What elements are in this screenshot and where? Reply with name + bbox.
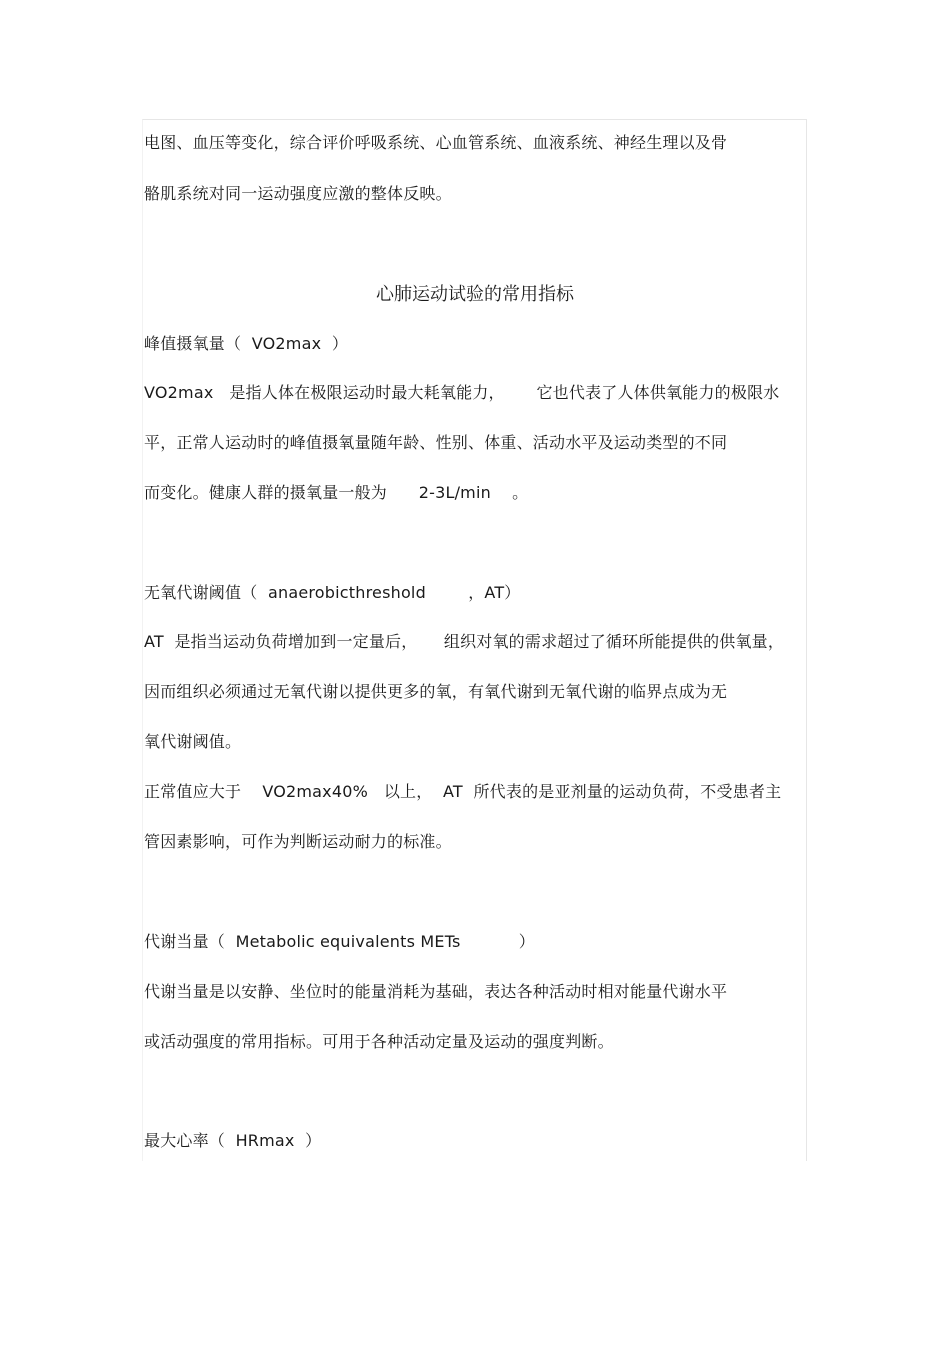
vo2max-body-line-3: 而变化。健康人群的摄氧量一般为 2-3L/min 。 <box>144 483 529 502</box>
vo2max-heading: 峰值摄氧量（ VO2max ） <box>144 334 349 353</box>
at-body-line-1: AT 是指当运动负荷增加到一定量后， 组织对氧的需求超过了循环所能提供的供氧量， <box>144 632 785 651</box>
at-body-line-2: 因而组织必须通过无氧代谢以提供更多的氧，有氧代谢到无氧代谢的临界点成为无 <box>144 682 728 701</box>
hrmax-heading: 最大心率（ HRmax ） <box>144 1131 322 1150</box>
at-body-line-4: 正常值应大于 VO2max40% 以上， AT 所代表的是亚剂量的运动负荷，不受患者主 <box>144 782 782 801</box>
mets-body-line-1: 代谢当量是以安静、坐位时的能量消耗为基础，表达各种活动时相对能量代谢水平 <box>144 982 728 1001</box>
mets-heading: 代谢当量（ Metabolic equivalents METs ） <box>144 932 535 951</box>
section-title: 心肺运动试验的常用指标 <box>376 284 574 305</box>
at-body-line-3: 氧代谢阈值。 <box>144 732 242 751</box>
mets-body-line-2: 或活动强度的常用指标。可用于各种活动定量及运动的强度判断。 <box>144 1032 614 1051</box>
at-heading: 无氧代谢阈值（ anaerobicthreshold ，AT） <box>144 583 521 602</box>
vo2max-body-line-1: VO2max 是指人体在极限运动时最大耗氧能力， 它也代表了人体供氧能力的极限水 <box>144 383 780 402</box>
intro-line-1: 电图、血压等变化，综合评价呼吸系统、心血管系统、血液系统、神经生理以及骨 <box>144 133 728 152</box>
intro-line-2: 骼肌系统对同一运动强度应激的整体反映。 <box>144 184 452 203</box>
at-body-line-5: 管因素影响，可作为判断运动耐力的标准。 <box>144 832 452 851</box>
vo2max-body-line-2: 平，正常人运动时的峰值摄氧量随年龄、性别、体重、活动水平及运动类型的不同 <box>144 433 728 452</box>
